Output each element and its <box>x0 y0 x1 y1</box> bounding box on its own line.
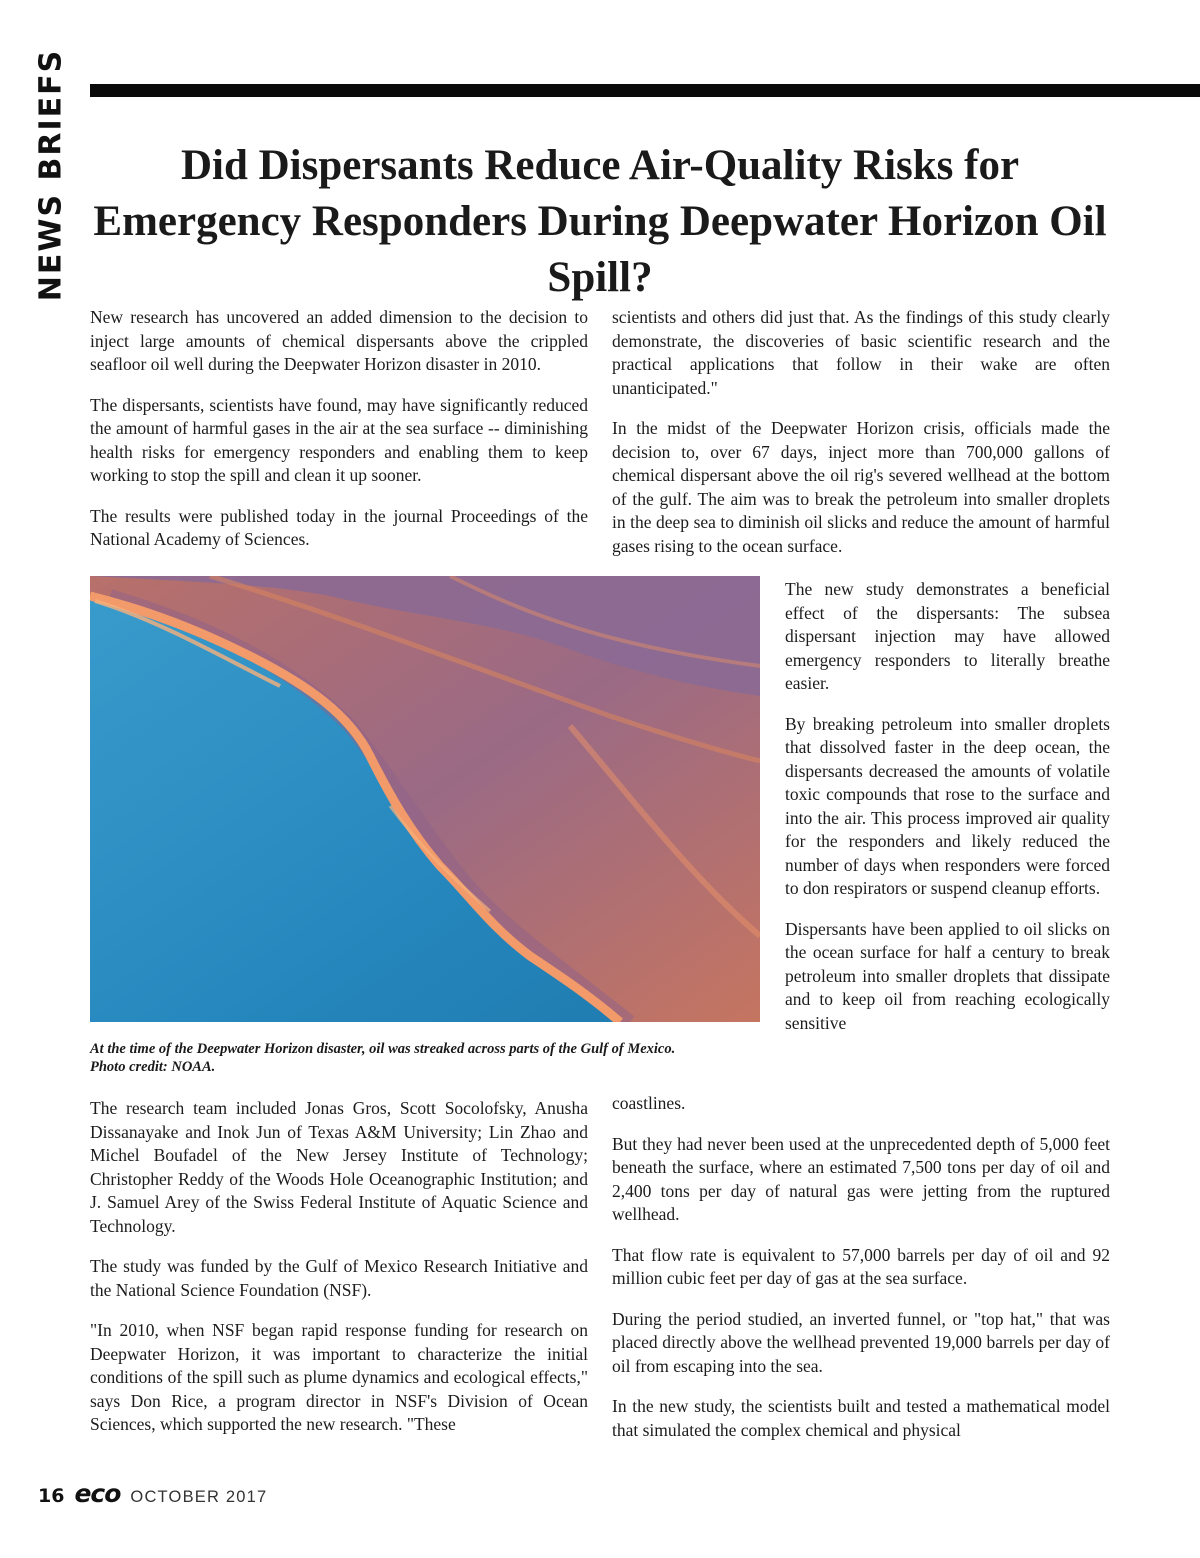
paragraph: The new study demonstrates a beneficial effect of the dispersants: The subsea dispersant injection may have allowed emergency responders to literally breathe easier. <box>785 579 1110 693</box>
column-right-bottom <box>612 1092 1110 1459</box>
column-right-top <box>612 306 1110 575</box>
paragraph: "In 2010, when NSF began rapid response funding for research on Deepwater Horizon, it was important to characterize the initial conditions of the spill such as plume dynamics and ecological effects," says Don Rice, a program director in NSF's Division of Ocean Sciences, which supported the new research. "These <box>90 1320 588 1434</box>
magazine-logo: eco <box>74 1479 121 1508</box>
paragraph: scientists and others did just that. As the findings of this study clearly demonstrate, the discoveries of basic scientific research and the practical applications that follow in their wake are often unanticipated." <box>612 307 1110 398</box>
paragraph: But they had never been used at the unprecedented depth of 5,000 feet beneath the surface, where an estimated 7,500 tons per day of oil and 2,400 tons per day of natural gas were jetting from the ruptured wellhead. <box>612 1133 1110 1224</box>
column-right-beside-photo <box>785 578 1110 1035</box>
oil-spill-image <box>90 576 760 1022</box>
paragraph: coastlines. <box>612 1093 686 1113</box>
paragraph: By breaking petroleum into smaller droplets that dissolved faster in the deep ocean, the dispersants decreased the amounts of volatile toxic compounds that rose to the surface and into the air. This process improved air quality for the responders and likely reduced the number of days when responders were forced to don respirators or suspend cleanup efforts. <box>785 713 1110 898</box>
paragraph: The study was funded by the Gulf of Mexico Research Initiative and the National Science Foundation (NSF). <box>90 1256 588 1300</box>
photo-credit: Photo credit: NOAA. <box>90 1059 216 1075</box>
paragraph: The research team included Jonas Gros, Scott Socolofsky, Anusha Dissanayake and Inok Jun of Texas A&M University; Lin Zhao and Michel Boufadel of the New Jersey Institute of Technology; Christopher Reddy of the Woods Hole Oceanographic Institution; and J. Samuel Arey of the Swiss Federal Institute of Aquatic Science and Technology. <box>90 1098 588 1236</box>
paragraph: The results were published today in the journal Proceedings of the National Academy of Sciences. <box>90 505 588 549</box>
paragraph: During the period studied, an inverted funnel, or "top hat," that was placed directly above the wellhead prevented 19,000 barrels per day of oil from escaping into the sea. <box>612 1308 1110 1376</box>
column-left-bottom <box>90 1097 588 1454</box>
paragraph: That flow rate is equivalent to 57,000 barrels per day of oil and 92 million cubic feet per day of gas at the sea surface. <box>612 1244 1110 1288</box>
top-rule <box>90 84 1200 97</box>
paragraph: In the midst of the Deepwater Horizon crisis, officials made the decision to, over 67 days, inject more than 700,000 gallons of chemical dispersant above the oil rig's severed wellhead at the bottom of the gulf. The aim was to break the petroleum into smaller droplets in the deep sea to diminish oil slicks and reduce the amount of harmful gases rising to the ocean surface. <box>612 418 1110 556</box>
paragraph: New research has uncovered an added dimension to the decision to inject large amounts of chemical dispersants above the crippled seafloor oil well during the Deepwater Horizon disaster in 2010. <box>90 307 588 374</box>
column-left-top <box>90 306 588 569</box>
page-footer <box>38 1479 267 1509</box>
headline: Did Dispersants Reduce Air-Quality Risks for Emergency Responders During Deepwater Horizon Oil Spill? <box>93 142 1107 301</box>
photo-caption <box>90 1040 770 1076</box>
issue-date: OCTOBER 2017 <box>130 1488 268 1506</box>
paragraph: Dispersants have been applied to oil slicks on the ocean surface for half a century to break petroleum into smaller droplets that dissipate and to keep oil from reaching ecologically sensitive <box>785 918 1110 1033</box>
page-number: 16 <box>38 1485 65 1507</box>
paragraph: The dispersants, scientists have found, may have significantly reduced the amount of harmful gases in the air at the sea surface -- diminishing health risks for emergency responders and enabling them to keep working to stop the spill and clean it up sooner. <box>90 394 588 485</box>
section-label-text: NEWS BRIEFS <box>33 48 69 302</box>
oil-spill-photo <box>90 576 760 1022</box>
paragraph: In the new study, the scientists built and tested a mathematical model that simulated the complex chemical and physical <box>612 1396 1110 1440</box>
section-label <box>20 30 82 320</box>
caption-text: At the time of the Deepwater Horizon disaster, oil was streaked across parts of the Gulf of Mexico. <box>90 1041 676 1057</box>
